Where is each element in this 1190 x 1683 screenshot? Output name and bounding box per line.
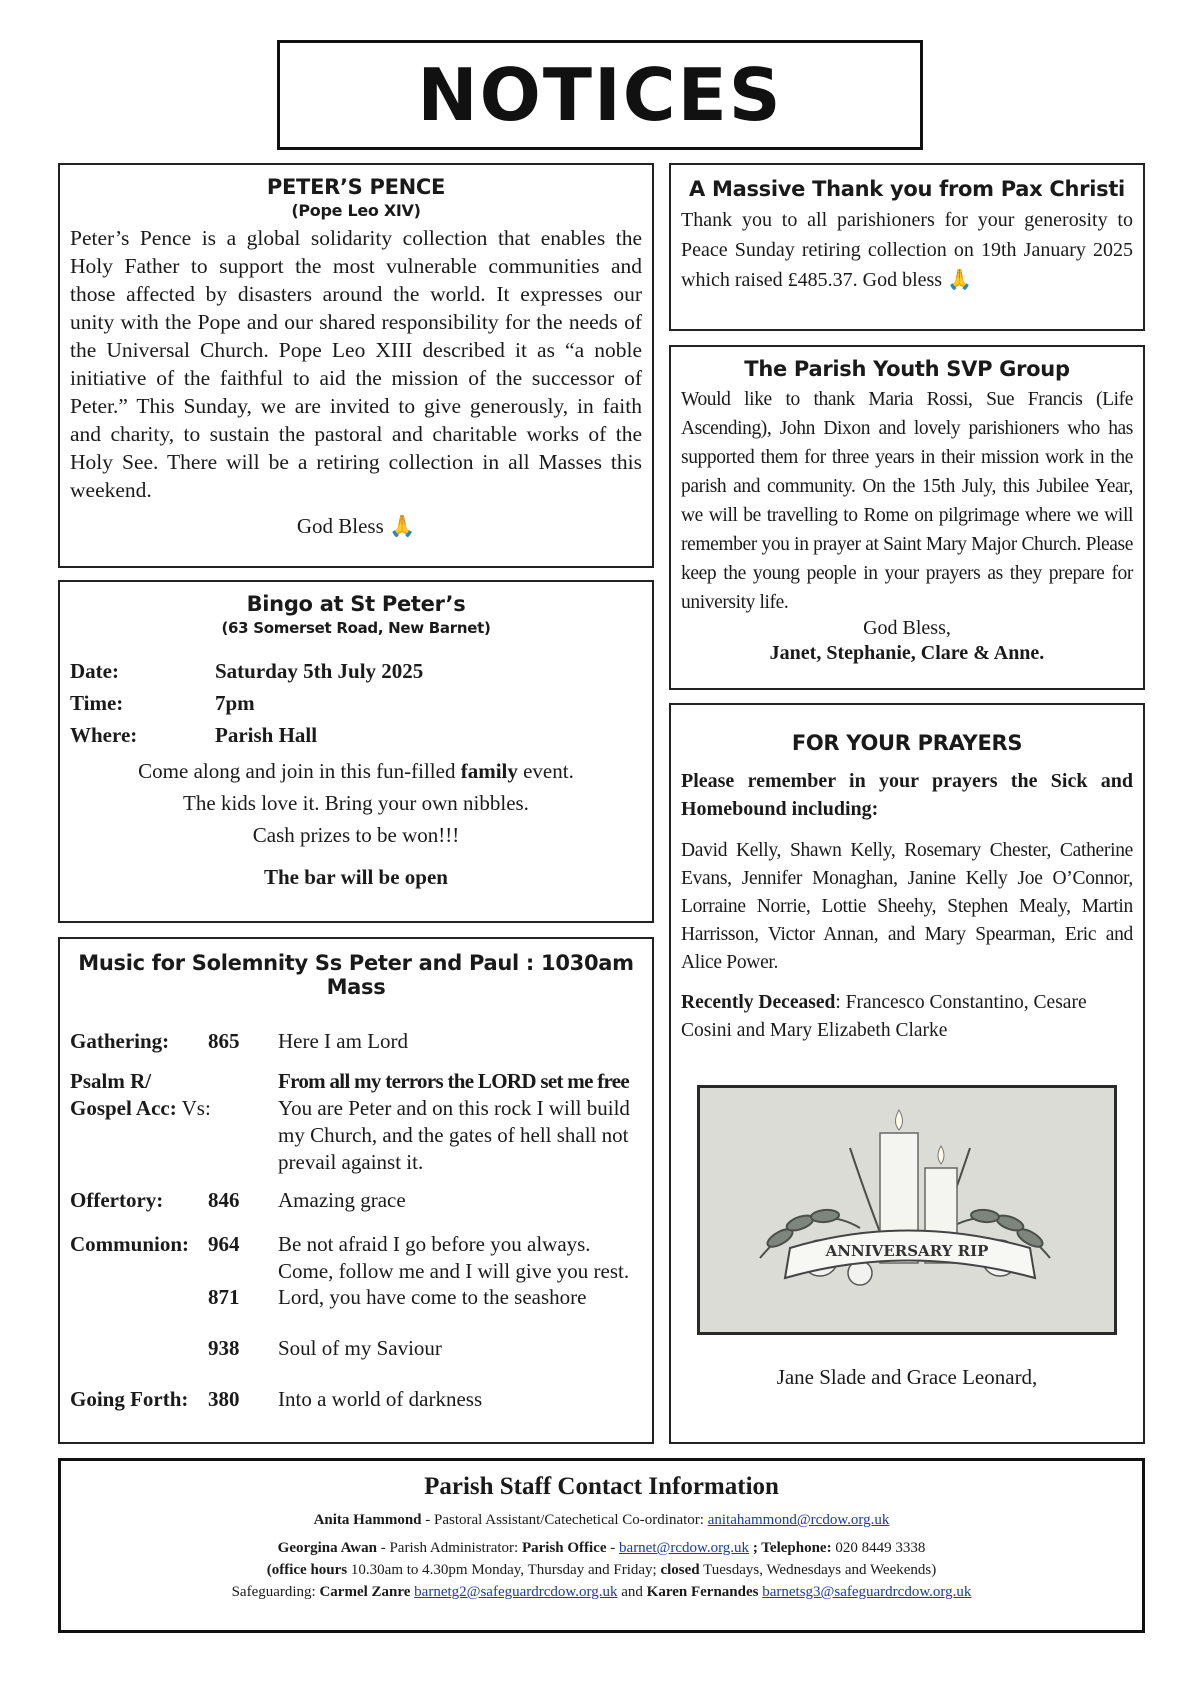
carmel-email-link[interactable]: barnetg2@safeguardrcdow.org.uk: [414, 1584, 618, 1600]
bingo-where-label: Where:: [70, 723, 138, 747]
bingo-heading: Bingo at St Peter’s: [246, 592, 466, 616]
peters-pence-subheading: (Pope Leo XIV): [291, 201, 421, 220]
office-hours: (office hours 10.30am to 4.30pm Monday, Thursday and Friday; closed Tuesdays, Wednesdays and Weekends): [266, 1562, 937, 1578]
bingo-where-row: [70, 723, 642, 755]
peters-pence-body: Peter’s Pence is a global solidarity collection that enables the Holy Father to support the most vulnerable communities and those affected by disasters around the world. It expresses our unity with the Pope and our shared responsibility for the needs of the Universal Church. Pope Leo XIII described it as “a noble initiative of the faithful to aid the mission of the successor of Peter.” This Sunday, we are invited to give generously, in faith and charity, to sustain the pastoral and charitable works of the Holy See. There will be a retiring collection in all Masses this weekend.: [70, 226, 642, 502]
peters-pence-bless: God Bless 🙏: [296, 514, 416, 538]
bingo-line-1: Come along and join in this fun-filled family event.: [138, 759, 574, 783]
bingo-bar-note: The bar will be open: [264, 865, 448, 889]
svp-body: Would like to thank Maria Rossi, Sue Francis (Life Ascending), John Dixon and lovely parishioners who has supported them for three years in their mission work in the parish and community. On the 15th July, this Jubilee Year, we will be travelling to Rome on pilgrimage where we will remember you in prayer at Saint Mary Major Church. Please keep the young people in your prayers as they prepare for university life.: [681, 389, 1133, 613]
music-offertory-row: Offertory: 846 Amazing grace: [70, 1188, 406, 1212]
banner-text: ANNIVERSARY RIP: [825, 1242, 989, 1260]
karen-email-link[interactable]: barnetsg3@safeguardrcdow.org.uk: [762, 1584, 972, 1600]
prayers-heading: FOR YOUR PRAYERS: [791, 731, 1023, 755]
prayers-notice: [669, 703, 1145, 1444]
svp-heading: The Parish Youth SVP Group: [744, 357, 1070, 381]
bingo-notice: [58, 580, 654, 923]
bingo-date-value: Saturday 5th July 2025: [215, 659, 424, 683]
prayers-lead: Please remember in your prayers the Sick and Homebound including:: [681, 770, 1133, 820]
bingo-time-row: [70, 691, 642, 723]
bingo-address: (63 Somerset Road, New Barnet): [221, 619, 491, 637]
notices-title-box: [277, 40, 923, 150]
pax-christi-body: Thank you to all parishioners for your generosity to Peace Sunday retiring collection on 19th January 2025 which raised £485.37. God bless 🙏: [681, 209, 1133, 291]
anniversary-names: Jane Slade and Grace Leonard,: [776, 1365, 1038, 1389]
bingo-date-label: Date:: [70, 659, 119, 683]
music-psalm-gospel-row: Psalm R/ Gospel Acc: Vs: From all my terrors the LORD set me free You are Peter and on this rock I will build my Church, and the gates of hell shall not prevail against it.: [70, 1069, 630, 1174]
contact-safeguarding: Safeguarding: Carmel Zanre barnetg2@safeguardrcdow.org.uk and Karen Fernandes barnetsg3@safeguardrcdow.org.uk: [231, 1584, 972, 1600]
music-communion-row: Communion: 964 Be not afraid I go before you always. Come, follow me and I will give you rest.: [70, 1232, 630, 1283]
bingo-time-value: 7pm: [215, 691, 255, 715]
bingo-where-value: Parish Hall: [215, 723, 318, 747]
anniversary-candles-image: [697, 1085, 1117, 1335]
contact-georgina: Georgina Awan - Parish Administrator: Parish Office - barnet@rcdow.org.uk ; Telephone: 020 8449 3338: [277, 1540, 926, 1556]
pax-christi-heading: A Massive Thank you from Pax Christi: [689, 177, 1125, 201]
bingo-time-label: Time:: [70, 691, 124, 715]
svp-notice: [669, 345, 1145, 690]
music-communion-row-2: 871 Lord, you have come to the seashore: [208, 1285, 587, 1309]
parish-staff-contacts: [58, 1458, 1145, 1633]
bingo-date-row: [70, 659, 642, 691]
prayers-deceased: Recently Deceased: Francesco Constantino, Cesare Cosini and Mary Elizabeth Clarke: [681, 992, 1087, 1041]
svp-names: Janet, Stephanie, Clare & Anne.: [769, 642, 1045, 664]
peters-pence-heading: PETER’S PENCE: [266, 175, 446, 199]
music-communion-row-3: 938 Soul of my Saviour: [208, 1336, 442, 1360]
music-going-forth-row: Going Forth: 380 Into a world of darkness: [70, 1387, 483, 1411]
music-gathering-row: Gathering: 865 Here I am Lord: [70, 1029, 409, 1053]
music-notice: [58, 937, 654, 1444]
music-heading: Music for Solemnity Ss Peter and Paul : 1030am Mass: [78, 951, 634, 999]
contacts-heading: Parish Staff Contact Information: [424, 1473, 779, 1500]
bingo-line-3: Cash prizes to be won!!!: [252, 823, 460, 847]
svp-bless: God Bless,: [863, 617, 951, 639]
candles-illustration: [700, 1088, 1114, 1332]
pax-christi-notice: [669, 163, 1145, 331]
page-title: NOTICES: [417, 53, 783, 137]
office-email-link[interactable]: barnet@rcdow.org.uk: [619, 1540, 750, 1556]
contact-anita: Anita Hammond - Pastoral Assistant/Catechetical Co-ordinator: anitahammond@rcdow.org.uk: [313, 1512, 890, 1528]
prayers-sick-list: David Kelly, Shawn Kelly, Rosemary Chester, Catherine Evans, Jennifer Monaghan, Janine Kelly Joe O’Connor, Lorraine Norrie, Lottie Sheehy, Stephen Mealy, Martin Harrisson, Victor Annan, and Mary Spearman, Eric and Alice Power.: [681, 840, 1133, 973]
bingo-line-2: The kids love it. Bring your own nibbles.: [183, 791, 529, 815]
peters-pence-notice: [58, 163, 654, 568]
anita-email-link[interactable]: anitahammond@rcdow.org.uk: [707, 1512, 890, 1528]
